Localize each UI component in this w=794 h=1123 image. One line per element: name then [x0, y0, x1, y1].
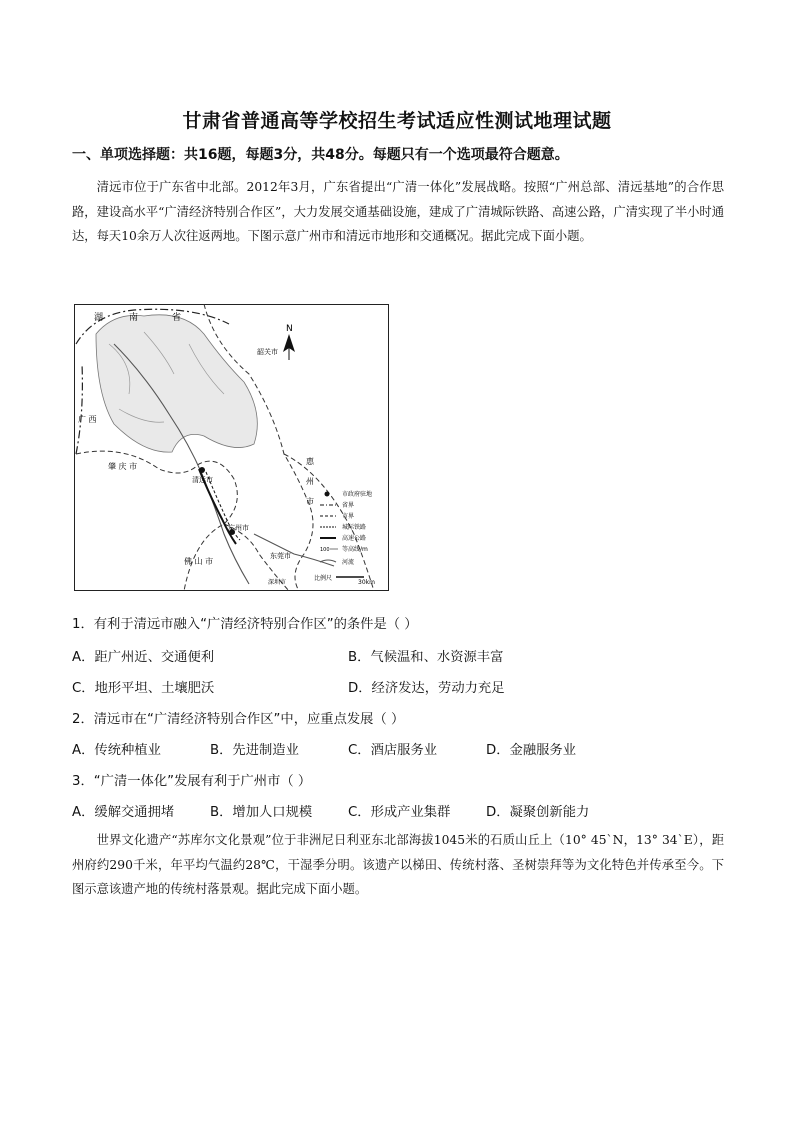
question-2-option-d: D．金融服务业 [486, 743, 577, 758]
map-label-hunan-3: 省 [172, 313, 182, 323]
legend-item: 市界 [342, 513, 355, 520]
question-2-option-a: A．传统种植业 [72, 743, 161, 758]
passage-qingyuan: 清远市位于广东省中北部。2012年3月，广东省提出“广清一体化”发展战略。按照“广州总部、清远基地”的合作思路，建设高水平“广清经济特别合作区”，大力发展交通基础设施，建成了广清城际铁路、高速公路，广清实现了半小时通达，每天10余万人次往返两地。下图示意广州市和清远市地形和交通概况。据此完成下面小题。 [72, 180, 725, 243]
map-label-qingyuan: 清远市 [192, 476, 213, 484]
question-1-stem: 1．有利于清远市融入“广清经济特别合作区”的条件是（ ） [72, 617, 418, 632]
legend-contour-value: 100 [320, 547, 330, 553]
question-1-option-b: B．气候温和、水资源丰富 [348, 650, 504, 665]
map-label-hunan-2: 南 [129, 313, 139, 323]
question-3-stem: 3．“广清一体化”发展有利于广州市（ ） [72, 774, 312, 789]
question-1-option-d: D．经济发达，劳动力充足 [348, 681, 505, 696]
question-2-option-c: C．酒店服务业 [348, 743, 438, 758]
north-label: N [286, 324, 293, 334]
question-3-option-c: C．形成产业集群 [348, 805, 451, 820]
question-2-option-b: B．先进制造业 [210, 743, 299, 758]
scale-label: 比例尺 [314, 575, 333, 582]
page-title: 甘肃省普通高等学校招生考试适应性测试地理试题 [182, 110, 612, 132]
question-3-option-a: A．缓解交通拥堵 [72, 805, 175, 820]
map-label-zhaoqing: 肇 庆 市 [108, 462, 138, 471]
map-label-foshan: 佛 山 市 [184, 557, 214, 566]
map-label-hunan-1: 湖 [94, 313, 104, 323]
passage-sukur: 世界文化遗产“苏库尔文化景观”位于非洲尼日利亚东北部海拔1045米的石质山丘上（10° 45`N，13° 34`E），距州府约290千米，年平均气温约28℃，干湿季分明。该遗产以梯田、传统村落、圣树崇拜等为文化特色并传承至今。下图示意该遗产地的传统村落景观。据此完成下面小题。 [72, 833, 724, 896]
map-label-dongguan: 东莞市 [270, 552, 291, 560]
question-1-option-c: C．地形平坦、土壤肥沃 [72, 681, 215, 696]
legend-item: 市政府驻地 [342, 491, 373, 498]
map-label-guangzhou: 广州市 [228, 524, 249, 532]
question-3-option-d: D．凝聚创新能力 [486, 805, 590, 820]
map-label-huizhou [306, 456, 315, 506]
legend-item: 城际铁路 [342, 524, 367, 531]
question-3-option-b: B．增加人口规模 [210, 805, 313, 820]
question-2-stem: 2．清远市在“广清经济特别合作区”中，应重点发展（ ） [72, 712, 405, 727]
legend-item: 省界 [342, 502, 355, 509]
legend-item: 河流 [342, 559, 355, 566]
question-1-option-a: A．距广州近、交通便利 [72, 650, 215, 665]
svg-text:惠: 惠 [306, 457, 314, 466]
legend-item: 高速公路 [342, 535, 367, 542]
svg-text:市: 市 [306, 497, 314, 506]
map-label-shaoguan: 韶关市 [257, 348, 278, 356]
legend-item: 等高线/m [342, 546, 368, 553]
map-figure [74, 304, 389, 591]
scale-value: 30km [358, 579, 375, 586]
svg-text:州: 州 [306, 477, 314, 486]
map-label-guangxi: 广 西 [78, 415, 97, 424]
map-label-shenzhen: 深圳市 [268, 579, 287, 586]
section-heading: 一、单项选择题：共16题，每题3分，共48分。每题只有一个选项最符合题意。 [72, 147, 569, 163]
